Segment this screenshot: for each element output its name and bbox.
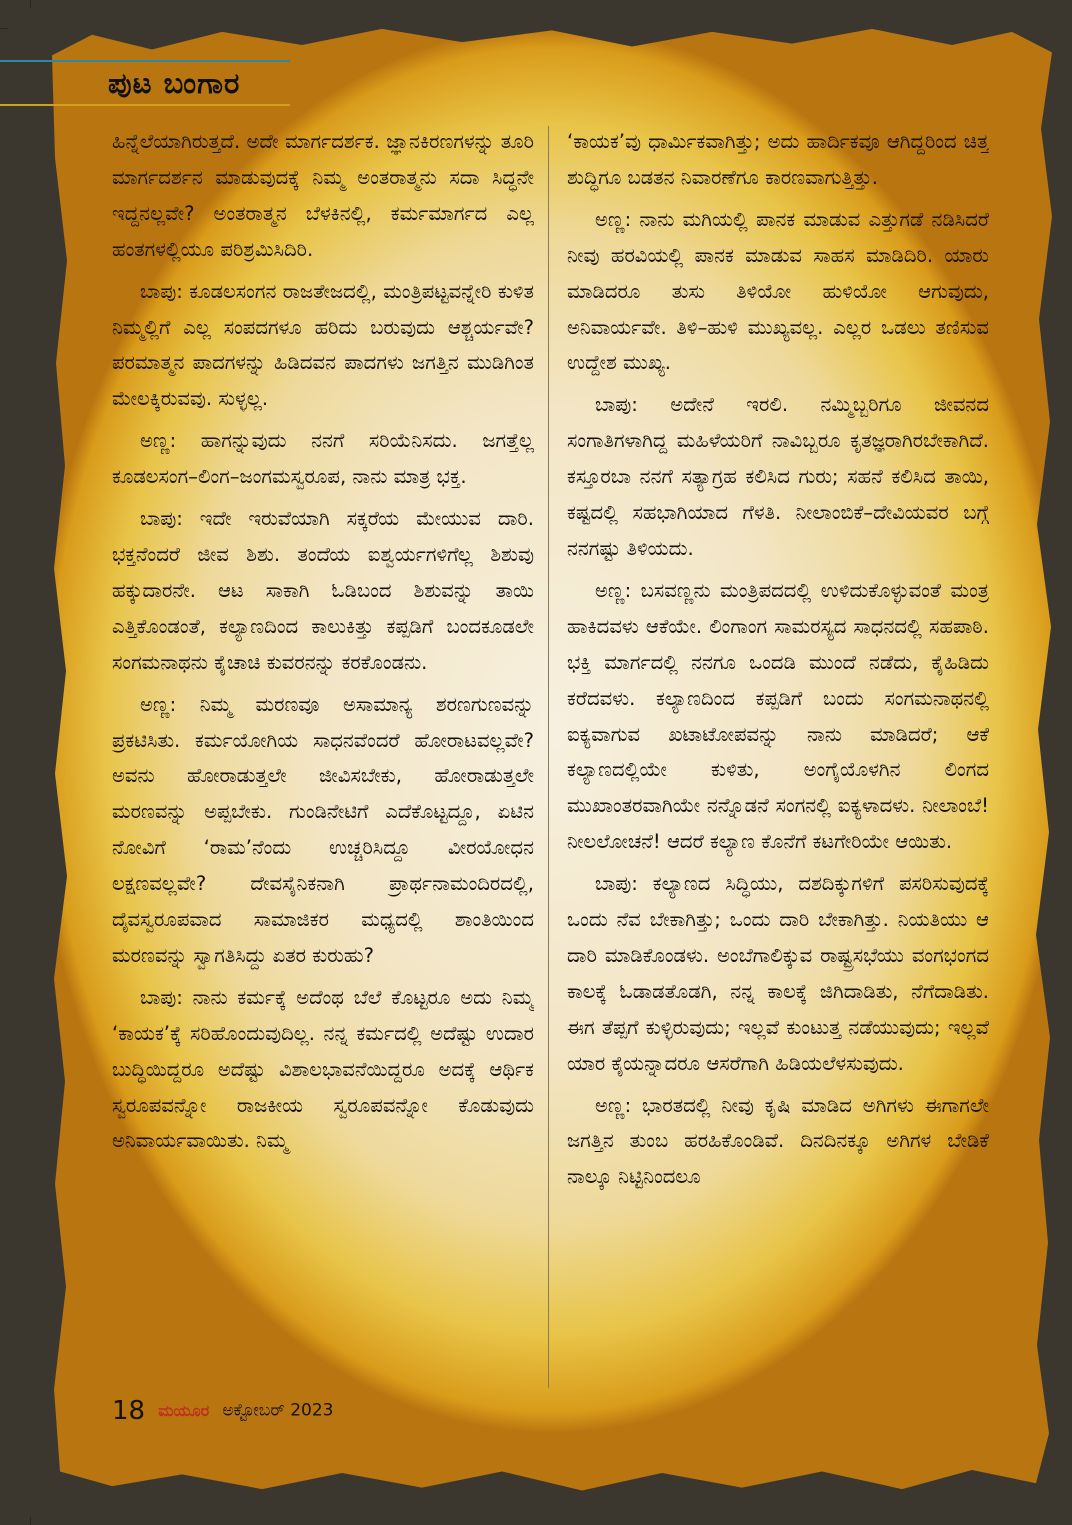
left-column <box>112 124 534 1386</box>
right-column <box>567 124 989 1386</box>
paragraph: ಬಾಪು: ಇದೇ ಇರುವೆಯಾಗಿ ಸಕ್ಕರೆಯ ಮೇಯುವ ದಾರಿ. ಭಕ್ತನೆಂದರೆ ಜೀವ ಶಿಶು. ತಂದೆಯ ಐಶ್ವರ್ಯಗಳಿಗೆಲ್ಲ ಶಿಶುವು ಹಕ್ಕುದಾರನೇ. ಆಟ ಸಾಕಾಗಿ ಓಡಿಬಂದ ಶಿಶುವನ್ನು ತಾಯಿ ಎತ್ತಿಕೊಂಡಂತೆ, ಕಲ್ಯಾಣದಿಂದ ಕಾಲುಕಿತ್ತು ಕಪ್ಪಡಿಗೆ ಬಂದಕೂಡಲೇ ಸಂಗಮನಾಥನು ಕೈಚಾಚಿ ಕುವರನನ್ನು ಕರಕೊಂಡನು. <box>112 507 534 674</box>
paragraph: ಅಣ್ಣ: ಬಸವಣ್ಣನು ಮಂತ್ರಿಪದದಲ್ಲಿ ಉಳಿದುಕೊಳ್ಳುವಂತೆ ಮಂತ್ರ ಹಾಕಿದವಳು ಆಕೆಯೇ. ಲಿಂಗಾಂಗ ಸಾಮರಸ್ಯದ ಸಾಧನದಲ್ಲಿ ಸಹಪಾಠಿ. ಭಕ್ತಿ ಮಾರ್ಗದಲ್ಲಿ ನನಗೂ ಒಂದಡಿ ಮುಂದೆ ನಡೆದು, ಕೈಹಿಡಿದು ಕರೆದವಳು. ಕಲ್ಯಾಣದಿಂದ ಕಪ್ಪಡಿಗೆ ಬಂದು ಸಂಗಮನಾಥನಲ್ಲಿ ಐಕ್ಯವಾಗುವ ಖಟಾಟೋಪವನ್ನು ನಾನು ಮಾಡಿದರೆ; ಆಕೆ ಕಲ್ಯಾಣದಲ್ಲಿಯೇ ಕುಳಿತು, ಅಂಗೈಯೊಳಗಿನ ಲಿಂಗದ ಮುಖಾಂತರವಾಗಿಯೇ ನನ್ನೊಡನೆ ಸಂಗನಲ್ಲಿ ಐಕ್ಯಳಾದಳು. ನೀಲಾಂಬೆ! ನೀಲಲೋಚನೆ! ಆದರೆ ಕಲ್ಯಾಣ ಕೊನೆಗೆ ಕಟಗೇರಿಯೇ ಆಯಿತು. <box>567 578 989 854</box>
paragraph: ಬಾಪು: ಅದೇನೆ ಇರಲಿ. ನಮ್ಮಿಬ್ಬರಿಗೂ ಜೀವನದ ಸಂಗಾತಿಗಳಾಗಿದ್ದ ಮಹಿಳೆಯರಿಗೆ ನಾವಿಬ್ಬರೂ ಕೃತಜ್ಞರಾಗಿರಬೇಕಾಗಿದೆ. ಕಸ್ತೂರಬಾ ನನಗೆ ಸತ್ಯಾಗ್ರಹ ಕಲಿಸಿದ ಗುರು; ಸಹನೆ ಕಲಿಸಿದ ತಾಯಿ, ಕಷ್ಟದಲ್ಲಿ ಸಹಭಾಗಿಯಾದ ಗೆಳತಿ. ನೀಲಾಂಬಿಕೆ–ದೇವಿಯವರ ಬಗ್ಗೆ ನನಗಷ್ಟು ತಿಳಿಯದು. <box>567 393 989 560</box>
paragraph: ಬಾಪು: ಕೂಡಲಸಂಗನ ರಾಜತೇಜದಲ್ಲಿ, ಮಂತ್ರಿಪಟ್ಟವನ್ನೇರಿ ಕುಳಿತ ನಿಮ್ಮಲ್ಲಿಗೆ ಎಲ್ಲ ಸಂಪದಗಳೂ ಹರಿದು ಬರುವುದು ಆಶ್ಚರ್ಯವೇ? ಪರಮಾತ್ಮನ ಪಾದಗಳನ್ನು ಹಿಡಿದವನ ಪಾದಗಳು ಜಗತ್ತಿನ ಮುಡಿಗಿಂತ ಮೇಲಕ್ಕಿರುವವು. ಸುಳ್ಳಲ್ಲ. <box>112 279 534 411</box>
paragraph: ಬಾಪು: ನಾನು ಕರ್ಮಕ್ಕೆ ಅದೆಂಥ ಬೆಲೆ ಕೊಟ್ಟರೂ ಅದು ನಿಮ್ಮ ‘ಕಾಯಕ’ಕ್ಕೆ ಸರಿಹೊಂದುವುದಿಲ್ಲ. ನನ್ನ ಕರ್ಮದಲ್ಲಿ ಅದೆಷ್ಟು ಉದಾರ ಬುದ್ಧಿಯಿದ್ದರೂ ಅದೆಷ್ಟು ವಿಶಾಲಭಾವನೆಯಿದ್ದರೂ ಅದಕ್ಕೆ ಆರ್ಥಿಕ ಸ್ವರೂಪವನ್ನೋ ರಾಜಕೀಯ ಸ್ವರೂಪವನ್ನೋ ಕೊಡುವುದು ಅನಿವಾರ್ಯವಾಯಿತು. ನಿಮ್ಮ <box>112 985 534 1153</box>
paragraph: ಬಾಪು: ಕಲ್ಯಾಣದ ಸಿದ್ಧಿಯು, ದಶದಿಕ್ಕುಗಳಿಗೆ ಪಸರಿಸುವುದಕ್ಕೆ ಒಂದು ನೆವ ಬೇಕಾಗಿತ್ತು; ಒಂದು ದಾರಿ ಬೇಕಾಗಿತ್ತು. ನಿಯತಿಯು ಆ ದಾರಿ ಮಾಡಿಕೊಂಡಳು. ಅಂಬೆಗಾಲಿಕ್ಕುವ ರಾಷ್ಟ್ರಸಭೆಯು ವಂಗಭಂಗದ ಕಾಲಕ್ಕೆ ಓಡಾಡತೊಡಗಿ, ನನ್ನ ಕಾಲಕ್ಕೆ ಜಿಗಿದಾಡಿತು, ನೆಗೆದಾಡಿತು. ಈಗ ತೆಪ್ಪಗೆ ಕುಳ್ಳಿರುವುದು; ಇಲ್ಲವೆ ಕುಂಟುತ್ತ ನಡೆಯುವುದು; ಇಲ್ಲವೆ ಯಾರ ಕೈಯನ್ನಾದರೂ ಆಸರೆಗಾಗಿ ಹಿಡಿಯಲೆಳಸುವುದು. <box>567 872 989 1075</box>
paragraph: ‘ಕಾಯಕ’ವು ಧಾರ್ಮಿಕವಾಗಿತ್ತು; ಅದು ಹಾರ್ದಿಕವೂ ಆಗಿದ್ದರಿಂದ ಚಿತ್ತ ಶುದ್ಧಿಗೂ ಬಡತನ ನಿವಾರಣೆಗೂ ಕಾರಣವಾಗುತ್ತಿತ್ತು. <box>567 130 989 189</box>
column-divider <box>548 126 549 1388</box>
page-footer <box>112 1392 334 1428</box>
crop-mark-left <box>0 28 8 29</box>
section-title: ಪುಟ ಬಂಗಾರ <box>108 66 241 100</box>
paragraph: ಅಣ್ಣ: ನಿಮ್ಮ ಮರಣವೂ ಅಸಾಮಾನ್ಯ ಶರಣಗುಣವನ್ನು ಪ್ರಕಟಿಸಿತು. ಕರ್ಮಯೋಗಿಯ ಸಾಧನವೆಂದರೆ ಹೋರಾಟವಲ್ಲವೇ? ಅವನು ಹೋರಾಡುತ್ತಲೇ ಜೀವಿಸಬೇಕು, ಹೋರಾಡುತ್ತಲೇ ಮರಣವನ್ನು ಅಪ್ಪಬೇಕು. ಗುಂಡಿನೇಟಿಗೆ ಎದೆಕೊಟ್ಟದ್ದೂ, ಏಟಿನ ನೋವಿಗೆ ‘ರಾಮ’ನೆಂದು ಉಚ್ಚರಿಸಿದ್ದೂ ವೀರಯೋಧನ ಲಕ್ಷಣವಲ್ಲವೇ? ದೇವಸೈನಿಕನಾಗಿ ಪ್ರಾರ್ಥನಾಮಂದಿರದಲ್ಲಿ, ದೈವಸ್ವರೂಪವಾದ ಸಾಮಾಜಿಕರ ಮಧ್ಯದಲ್ಲಿ ಶಾಂತಿಯಿಂದ ಮರಣವನ್ನು ಸ್ವಾಗತಿಸಿದ್ದು ಏತರ ಕುರುಹು? <box>112 692 534 967</box>
issue-date: ಅಕ್ಟೋಬರ್ 2023 <box>222 1400 334 1421</box>
header-rule-top <box>0 60 290 62</box>
paragraph: ಅಣ್ಣ: ಭಾರತದಲ್ಲಿ ನೀವು ಕೃಷಿ ಮಾಡಿದ ಅಗಿಗಳು ಈಗಾಗಲೇ ಜಗತ್ತಿನ ತುಂಬ ಹರಹಿಕೊಂಡಿವೆ. ದಿನದಿನಕ್ಕೂ ಅಗಿಗಳ ಬೇಡಿಕೆ ನಾಲ್ಕೂ ನಿಟ್ಟಿನಿಂದಲೂ <box>567 1093 989 1189</box>
paragraph: ಹಿನ್ನೆಲೆಯಾಗಿರುತ್ತದೆ. ಅದೇ ಮಾರ್ಗದರ್ಶಕ. ಜ್ಞಾನಕಿರಣಗಳನ್ನು ತೂರಿ ಮಾರ್ಗದರ್ಶನ ಮಾಡುವುದಕ್ಕೆ ನಿಮ್ಮ ಅಂತರಾತ್ಮನು ಸದಾ ಸಿದ್ಧನೇ ಇದ್ದನಲ್ಲವೇ? ಅಂತರಾತ್ಮನ ಬೆಳಕಿನಲ್ಲಿ, ಕರ್ಮಮಾರ್ಗದ ಎಲ್ಲ ಹಂತಗಳಲ್ಲಿಯೂ ಪರಿಶ್ರಮಿಸಿದಿರಿ. <box>112 130 534 261</box>
page-number: 18 <box>112 1395 146 1426</box>
crop-mark-top-left <box>30 0 31 8</box>
crop-mark-bottom-left <box>30 1517 31 1525</box>
magazine-name: ಮಯೂರ <box>158 1400 210 1420</box>
paragraph: ಅಣ್ಣ: ನಾನು ಮಗಿಯಲ್ಲಿ ಪಾನಕ ಮಾಡುವ ಎತ್ತುಗಡೆ ನಡಿಸಿದರೆ ನೀವು ಹರವಿಯಲ್ಲಿ ಪಾನಕ ಮಾಡುವ ಸಾಹಸ ಮಾಡಿದಿರಿ. ಯಾರು ಮಾಡಿದರೂ ತುಸು ತಿಳಿಯೋ ಹುಳಿಯೋ ಆಗುವುದು, ಅನಿವಾರ್ಯವೇ. ತಿಳಿ–ಹುಳಿ ಮುಖ್ಯವಲ್ಲ. ಎಲ್ಲರ ಒಡಲು ತಣಿಸುವ ಉದ್ದೇಶ ಮುಖ್ಯ. <box>567 207 989 375</box>
header-rule-bottom <box>0 104 290 106</box>
paragraph: ಅಣ್ಣ: ಹಾಗನ್ನುವುದು ನನಗೆ ಸರಿಯೆನಿಸದು. ಜಗತ್ತೆಲ್ಲ ಕೂಡಲಸಂಗ–ಲಿಂಗ–ಜಂಗಮಸ್ವರೂಪ, ನಾನು ಮಾತ್ರ ಭಕ್ತ. <box>112 429 534 489</box>
